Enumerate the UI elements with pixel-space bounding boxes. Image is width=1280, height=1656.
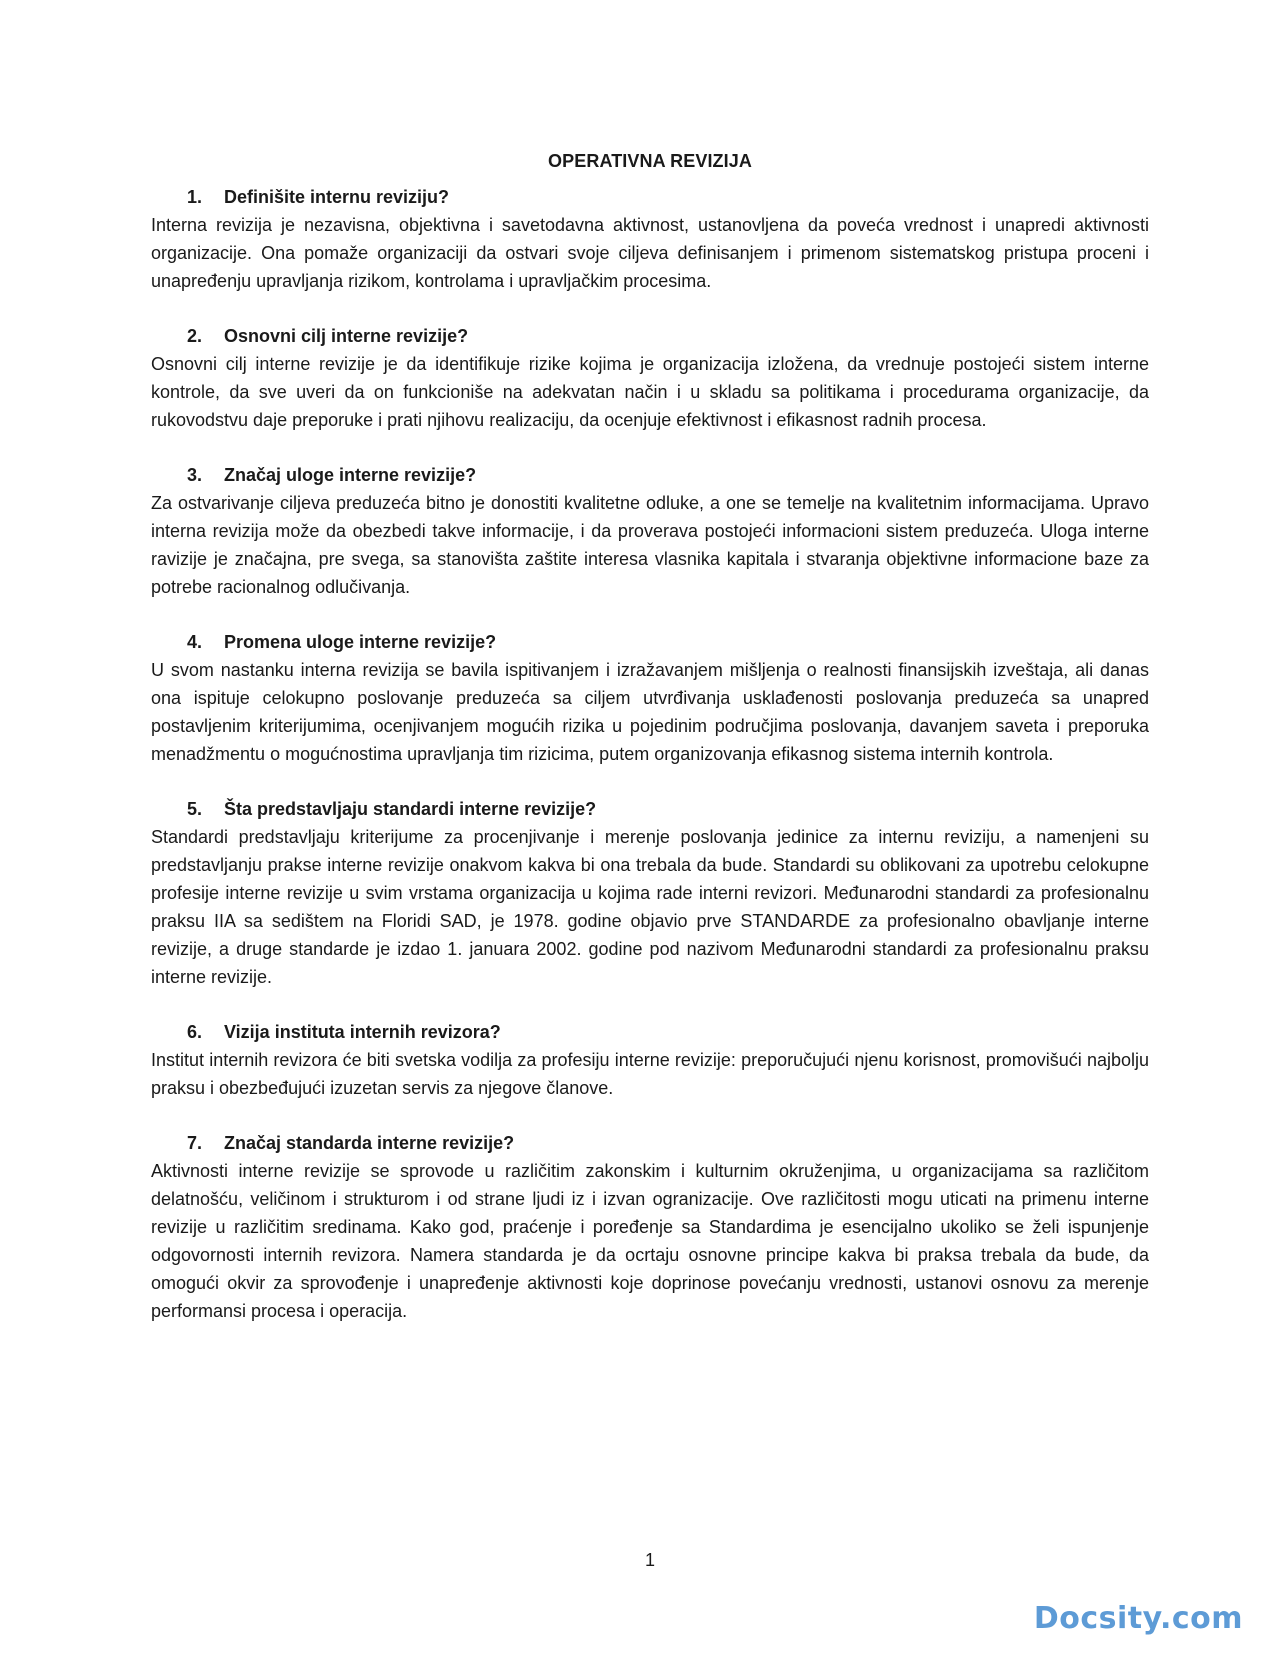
question-number: 2. — [187, 326, 203, 346]
page-number: 1 — [644, 1550, 655, 1570]
qa-section-2 — [151, 322, 1149, 434]
question-number: 7. — [187, 1133, 203, 1153]
question-heading — [151, 322, 1149, 350]
question-heading — [151, 628, 1149, 656]
question-heading — [151, 461, 1149, 489]
question-heading — [151, 795, 1149, 823]
answer-paragraph: Osnovni cilj interne revizije je da identifikuje rizike kojima je organizacija izložena, da vrednuje postojeći sistem interne kontrole, da sve uveri da on funkcioniše na adekvatan način i u skladu sa politikama i procedurama organizacije, da rukovodstvu daje preporuke i prati njihovu realizaciju, da ocenjuje efektivnost i efikasnost radnih procesa. — [151, 354, 1149, 430]
docsity-watermark[interactable]: Docsity.com — [1033, 1601, 1243, 1636]
question-number: 3. — [187, 465, 203, 485]
qa-section-1 — [151, 183, 1149, 295]
question-heading — [151, 1129, 1149, 1157]
question-text: Osnovni cilj interne revizije? — [224, 326, 469, 346]
answer-paragraph: Institut internih revizora će biti svetska vodilja za profesiju interne revizije: preporučujući njenu korisnost, promovišući najbolju praksu i obezbeđujući izuzetan servis za njegove članove. — [151, 1050, 1149, 1098]
question-text: Vizija instituta internih revizora? — [224, 1022, 501, 1042]
answer-paragraph: Za ostvarivanje ciljeva preduzeća bitno je donostiti kvalitetne odluke, a one se temelje na kvalitetnim informacijama. Upravo interna revizija može da obezbedi takve informacije, i da proverava postojeći informacioni sistem preduzeća. Uloga interne ravizije je značajna, pre svega, sa stanovišta zaštite interesa vlasnika kapitala i stvaranja objektivne informacione baze za potrebe racionalnog odlučivanja. — [151, 493, 1149, 597]
question-text: Značaj standarda interne revizije? — [224, 1133, 515, 1153]
question-text: Značaj uloge interne revizije? — [224, 465, 477, 485]
qa-section-7 — [151, 1129, 1149, 1325]
qa-section-5 — [151, 795, 1149, 991]
document-page — [151, 147, 1149, 1352]
question-text: Promena uloge interne revizije? — [224, 632, 497, 652]
question-text: Definišite internu reviziju? — [224, 187, 450, 207]
question-number: 5. — [187, 799, 203, 819]
question-number: 6. — [187, 1022, 203, 1042]
qa-section-6 — [151, 1018, 1149, 1102]
question-text: Šta predstavljaju standardi interne revizije? — [224, 799, 597, 819]
question-heading — [151, 1018, 1149, 1046]
question-number: 4. — [187, 632, 203, 652]
answer-paragraph: Aktivnosti interne revizije se sprovode u različitim zakonskim i kulturnim okruženjima, u organizacijama sa različitom delatnošću, veličinom i strukturom i od strane ljudi iz i izvan ogranizacije. Ove različitosti mogu uticati na primenu interne revizije u različitim sredinama. Kako god, praćenje i poređenje sa Standardima je esencijalno ukoliko se želi ispunjenje odgovornosti internih revizora. Namera standarda je da ocrtaju osnovne principe kakva bi praksa trebala da bude, da omogući okvir za sprovođenje i unapređenje aktivnosti koje doprinose povećanju vrednosti, ustanovi osnovu za merenje performansi procesa i operacija. — [151, 1161, 1149, 1321]
qa-section-4 — [151, 628, 1149, 768]
answer-paragraph: U svom nastanku interna revizija se bavila ispitivanjem i izražavanjem mišljenja o realnosti finansijskih izveštaja, ali danas ona ispituje celokupno poslovanje preduzeća sa ciljem utvrđivanja usklađenosti poslovanja preduzeća sa unapred postavljenim kriterijumima, ocenjivanjem mogućih rizika u pojedinim područjima poslovanja, davanjem saveta i preporuka menadžmentu o mogućnostima upravljanja tim rizicima, putem organizovanja efikasnog sistema internih kontrola. — [151, 660, 1149, 764]
question-number: 1. — [187, 187, 203, 207]
answer-paragraph: Interna revizija je nezavisna, objektivna i savetodavna aktivnost, ustanovljena da poveća vrednost i unapredi aktivnosti organizacije. Ona pomaže organizaciji da ostvari svoje ciljeva definisanjem i primenom sistematskog pristupa proceni i unapređenju upravljanja rizikom, kontrolama i upravljačkim procesima. — [151, 215, 1149, 291]
question-heading — [151, 183, 1149, 211]
qa-section-3 — [151, 461, 1149, 601]
document-title: OPERATIVNA REVIZIJA — [548, 151, 752, 171]
answer-paragraph: Standardi predstavljaju kriterijume za procenjivanje i merenje poslovanja jedinice za internu reviziju, a namenjeni su predstavljanju prakse interne revizije onakvom kakva bi ona trebala da bude. Standardi su oblikovani za upotrebu celokupne profesije interne revizije u svim vrstama organizacija u kojima rade interni revizori. Međunarodni standardi za profesionalnu praksu IIA sa sedištem na Floridi SAD, je 1978. godine objavio prve STANDARDE za profesionalno obavljanje interne revizije, a druge standarde je izdao 1. januara 2002. godine pod nazivom Međunarodni standardi za profesionalnu praksu interne revizije. — [151, 827, 1149, 987]
